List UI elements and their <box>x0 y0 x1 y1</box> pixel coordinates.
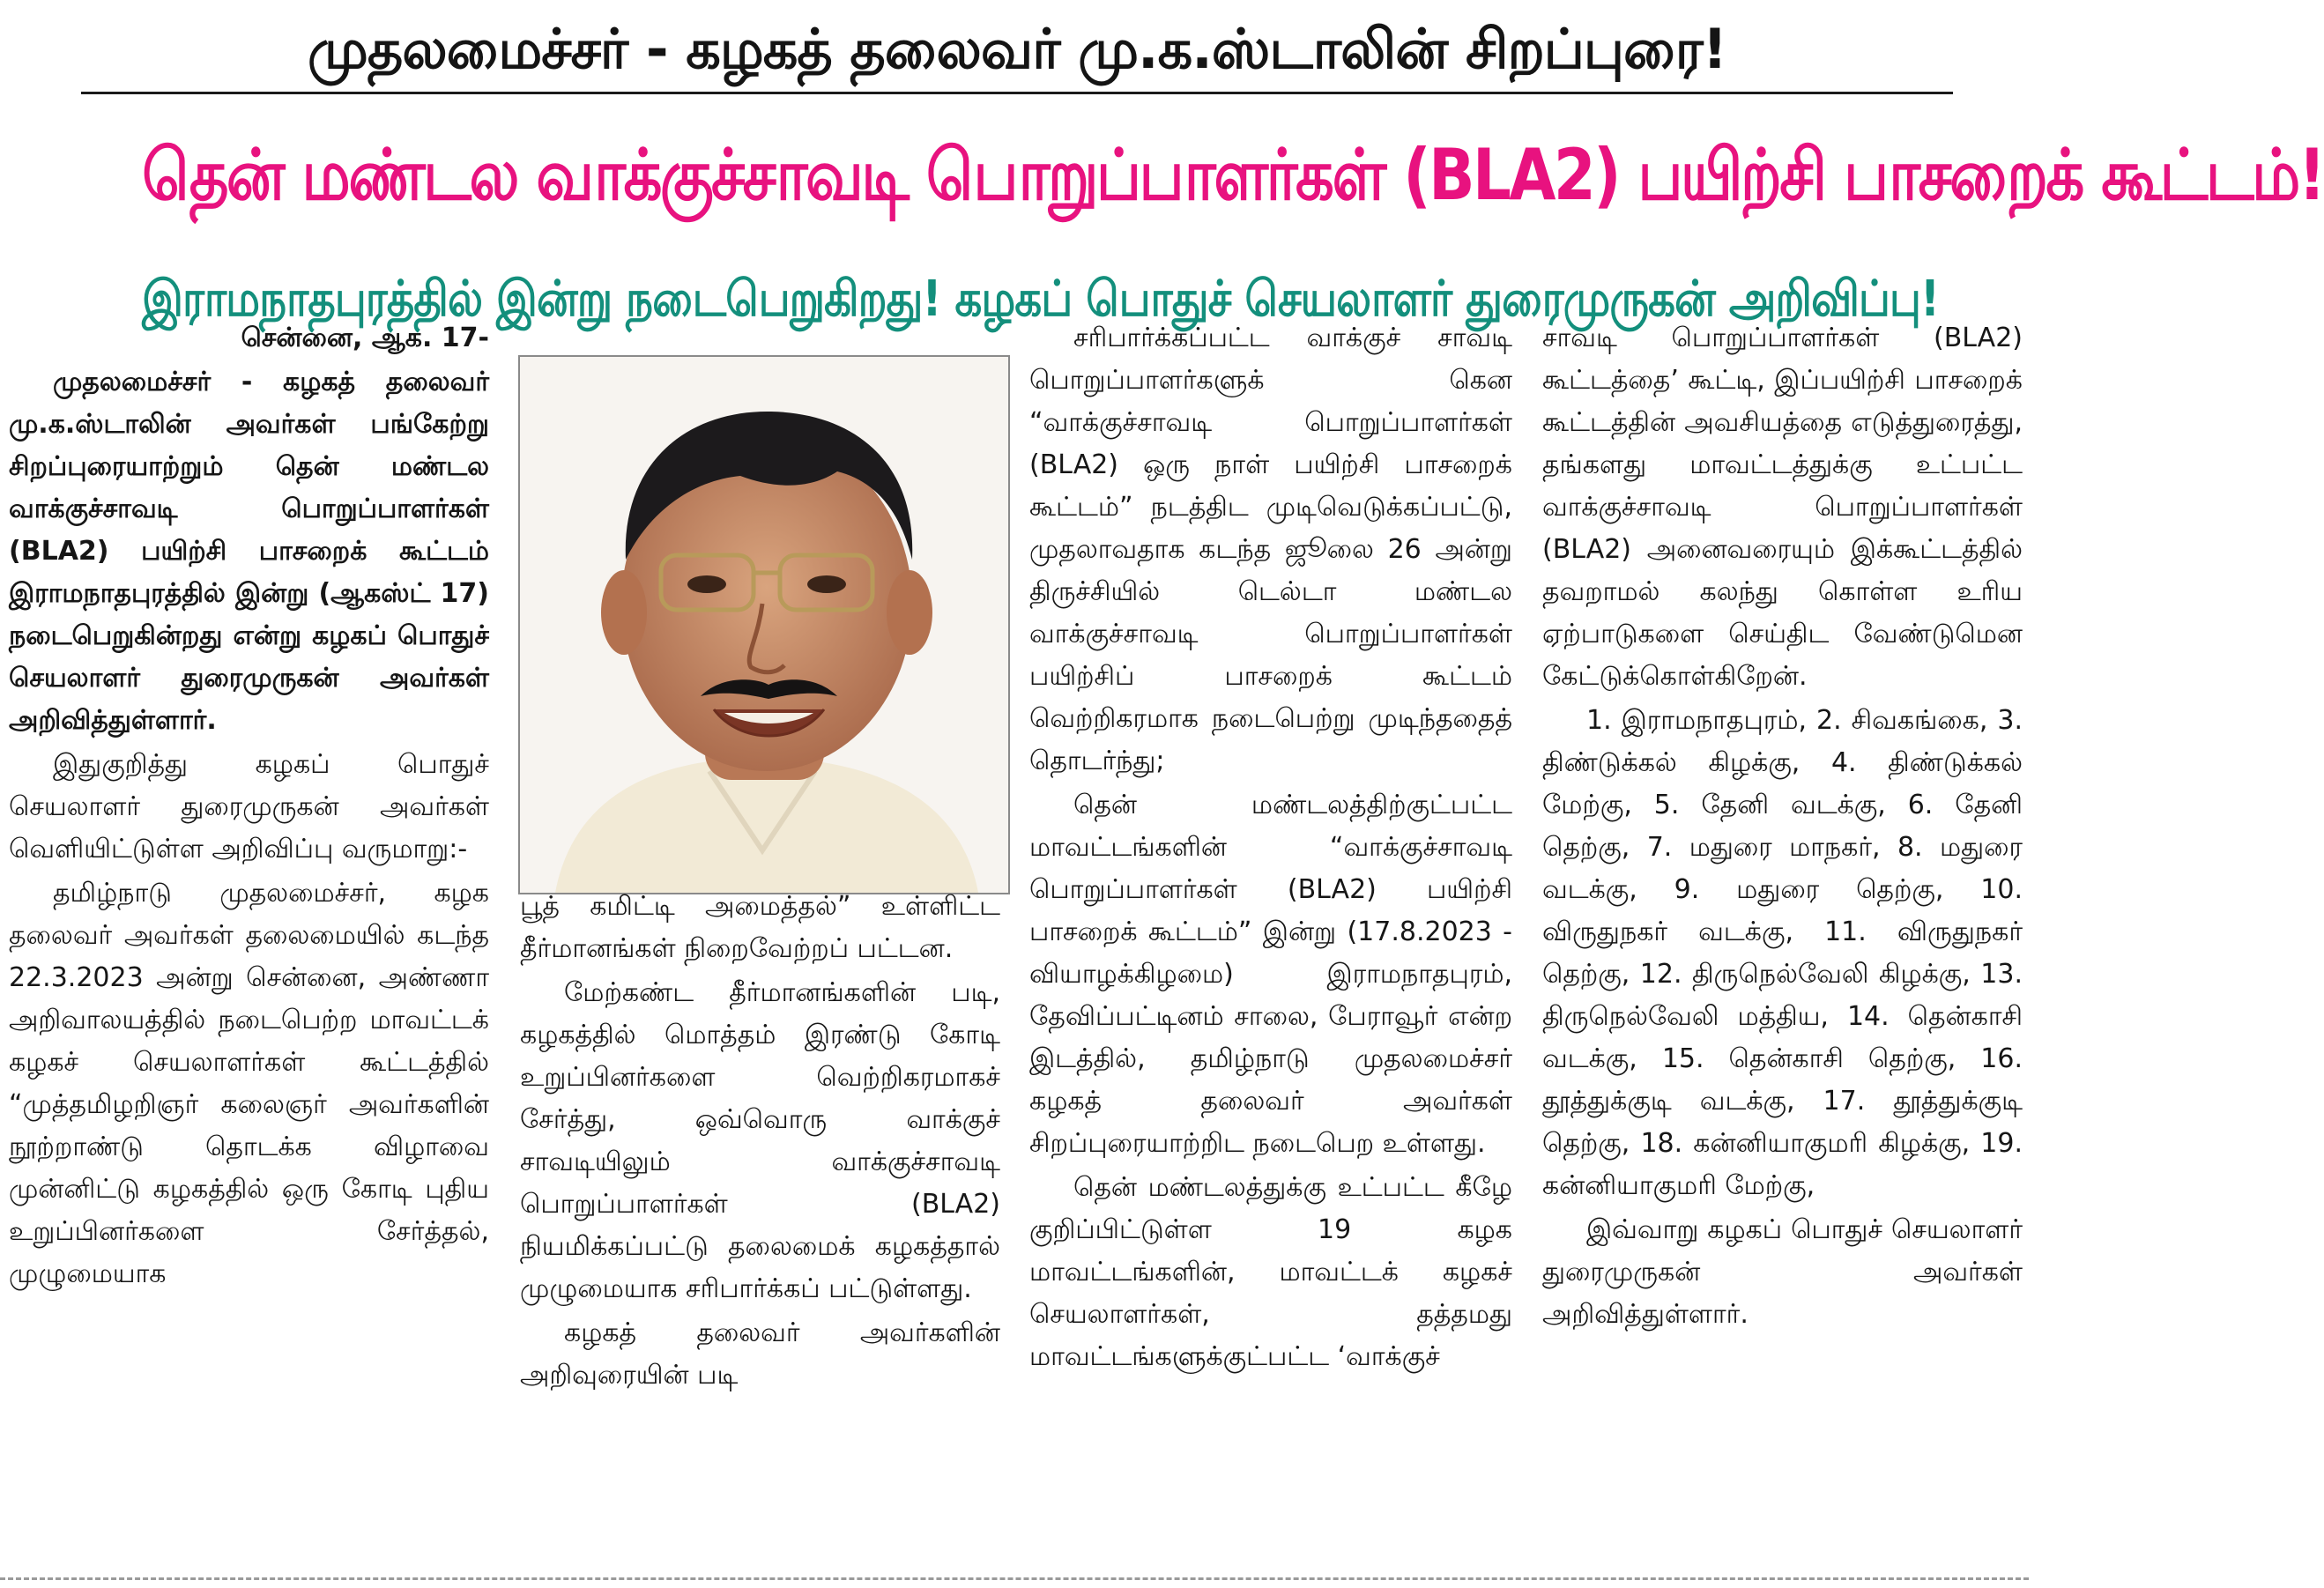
main-headline: தென் மண்டல வாக்குச்சாவடி பொறுப்பாளர்கள் (BLA2) பயிற்சி பாசறைக் கூட்டம்! <box>142 134 2324 216</box>
sub-headline: இராமநாதபுரத்தில் இன்று நடைபெறுகிறது! கழகப் பொதுச் செயலாளர் துரைமுருகன் அறிவிப்பு! <box>142 271 1940 328</box>
article-column-3 <box>1029 317 1512 1380</box>
page-bottom-rule <box>0 1577 2029 1580</box>
article-paragraph: கழகத் தலைவர் அவர்களின் அறிவுரையின் படி <box>520 1317 1000 1391</box>
article-column-1 <box>9 317 489 1297</box>
dateline: சென்னை, ஆக. 17- <box>241 323 489 353</box>
article-column-4 <box>1542 317 2023 1338</box>
portrait-photo <box>518 355 1010 894</box>
article-paragraph: தென் மண்டலத்திற்குட்பட்ட மாவட்டங்களின் “வாக்குச்சாவடி பொறுப்பாளர்கள் (BLA2) பயிற்சி பாசறைக் கூட்டம்” இன்று (17.8.2023 - வியாழக்கிழமை) இராமநாதபுரம், தேவிப்பட்டினம் சாலை, பேராவூர் என்ற இடத்தில், தமிழ்நாடு முதலமைச்சர் கழகத் தலைவர் அவர்கள் சிறப்புரையாற்றிட நடைபெற உள்ளது. <box>1029 790 1512 1159</box>
lead-paragraph: முதலமைச்சர் - கழகத் தலைவர் மு.க.ஸ்டாலின் அவர்கள் பங்கேற்று சிறப்புரையாற்றும் தென் மண்டல வாக்குச்சாவடி பொறுப்பாளர்கள் (BLA2) பயிற்சி பாசறைக் கூட்டம் இராமநாதபுரத்தில் இன்று (ஆகஸ்ட் 17) நடைபெறுகின்றது என்று கழகப் பொதுச் செயலாளர் துரைமுருகன் அவர்கள் அறிவித்துள்ளார். <box>9 367 489 736</box>
article-column-2 <box>520 886 1000 1399</box>
article-paragraph: இதுகுறித்து கழகப் பொதுச் செயலாளர் துரைமுருகன் அவர்கள் வெளியிட்டுள்ள அறிவிப்பு வருமாறு:- <box>9 749 489 864</box>
article-paragraph: சரிபார்க்கப்பட்ட வாக்குச் சாவடி பொறுப்பாளர்களுக் கென “வாக்குச்சாவடி பொறுப்பாளர்கள் (BLA2) ஒரு நாள் பயிற்சி பாசறைக் கூட்டம்” நடத்திட முடிவெடுக்கப்பட்டு, முதலாவதாக கடந்த ஜூலை 26 அன்று திருச்சியில் டெல்டா மண்டல வாக்குச்சாவடி பொறுப்பாளர்கள் பயிற்சிப் பாசறைக் கூட்டம் வெற்றிகரமாக நடைபெற்று முடிந்ததைத் தொடர்ந்து; <box>1029 323 1512 776</box>
article-paragraph: மேற்கண்ட தீர்மானங்களின் படி, கழகத்தில் மொத்தம் இரண்டு கோடி உறுப்பினர்களை வெற்றிகரமாகச் சேர்த்து, ஒவ்வொரு வாக்குச் சாவடியிலும் வாக்குச்சாவடி பொறுப்பாளர்கள் (BLA2) நியமிக்கப்பட்டு தலைமைக் கழகத்தால் முழுமையாக சரிபார்க்கப் பட்டுள்ளது. <box>520 977 1000 1304</box>
district-list: 1. இராமநாதபுரம், 2. சிவகங்கை, 3. திண்டுக்கல் கிழக்கு, 4. திண்டுக்கல் மேற்கு, 5. தேனி வடக்கு, 6. தேனி தெற்கு, 7. மதுரை மாநகர், 8. மதுரை வடக்கு, 9. மதுரை தெற்கு, 10. விருதுநகர் வடக்கு, 11. விருதுநகர் தெற்கு, 12. திருநெல்வேலி கிழக்கு, 13. திருநெல்வேலி மத்திய, 14. தென்காசி வடக்கு, 15. தென்காசி தெற்கு, 16. தூத்துக்குடி வடக்கு, 17. தூத்துக்குடி தெற்கு, 18. கன்னியாகுமரி கிழக்கு, 19. கன்னியாகுமரி மேற்கு, <box>1542 705 2023 1201</box>
article-paragraph: தமிழ்நாடு முதலமைச்சர், கழக தலைவர் அவர்கள் தலைமையில் கடந்த 22.3.2023 அன்று சென்னை, அண்ணா அறிவாலயத்தில் நடைபெற்ற மாவட்டக் கழகச் செயலாளர்கள் கூட்டத்தில் “முத்தமிழறிஞர் கலைஞர் அவர்களின் நூற்றாண்டு தொடக்க விழாவை முன்னிட்டு கழகத்தில் ஒரு கோடி புதிய உறுப்பினர்களை சேர்த்தல், முழுமையாக <box>9 878 489 1289</box>
article-paragraph: பூத் கமிட்டி அமைத்தல்” உள்ளிட்ட தீர்மானங்கள் நிறைவேற்றப் பட்டன. <box>520 891 1000 964</box>
kicker-underline <box>81 92 1953 94</box>
portrait-illustration <box>520 357 1008 893</box>
article-paragraph: தென் மண்டலத்துக்கு உட்பட்ட கீழே குறிப்பிட்டுள்ள 19 கழக மாவட்டங்களின், மாவட்டக் கழகச் செயலாளர்கள், தத்தமது மாவட்டங்களுக்குட்பட்ட ‘வாக்குச் <box>1029 1172 1512 1372</box>
article-paragraph: இவ்வாறு கழகப் பொதுச் செயலாளர் துரைமுருகன் அவர்கள் அறிவித்துள்ளார். <box>1542 1214 2023 1330</box>
kicker-headline: முதலமைச்சர் - கழகத் தலைவர் மு.க.ஸ்டாலின் சிறப்புரை! <box>307 17 1727 81</box>
article-paragraph: சாவடி பொறுப்பாளர்கள் (BLA2) கூட்டத்தை’ கூட்டி, இப்பயிற்சி பாசறைக் கூட்டத்தின் அவசியத்தை எடுத்துரைத்து, தங்களது மாவட்டத்துக்கு உட்பட்ட வாக்குச்சாவடி பொறுப்பாளர்கள் (BLA2) அனைவரையும் இக்கூட்டத்தில் தவறாமல் கலந்து கொள்ள உரிய ஏற்பாடுகளை செய்திட வேண்டுமென கேட்டுக்கொள்கிறேன். <box>1542 323 2023 692</box>
